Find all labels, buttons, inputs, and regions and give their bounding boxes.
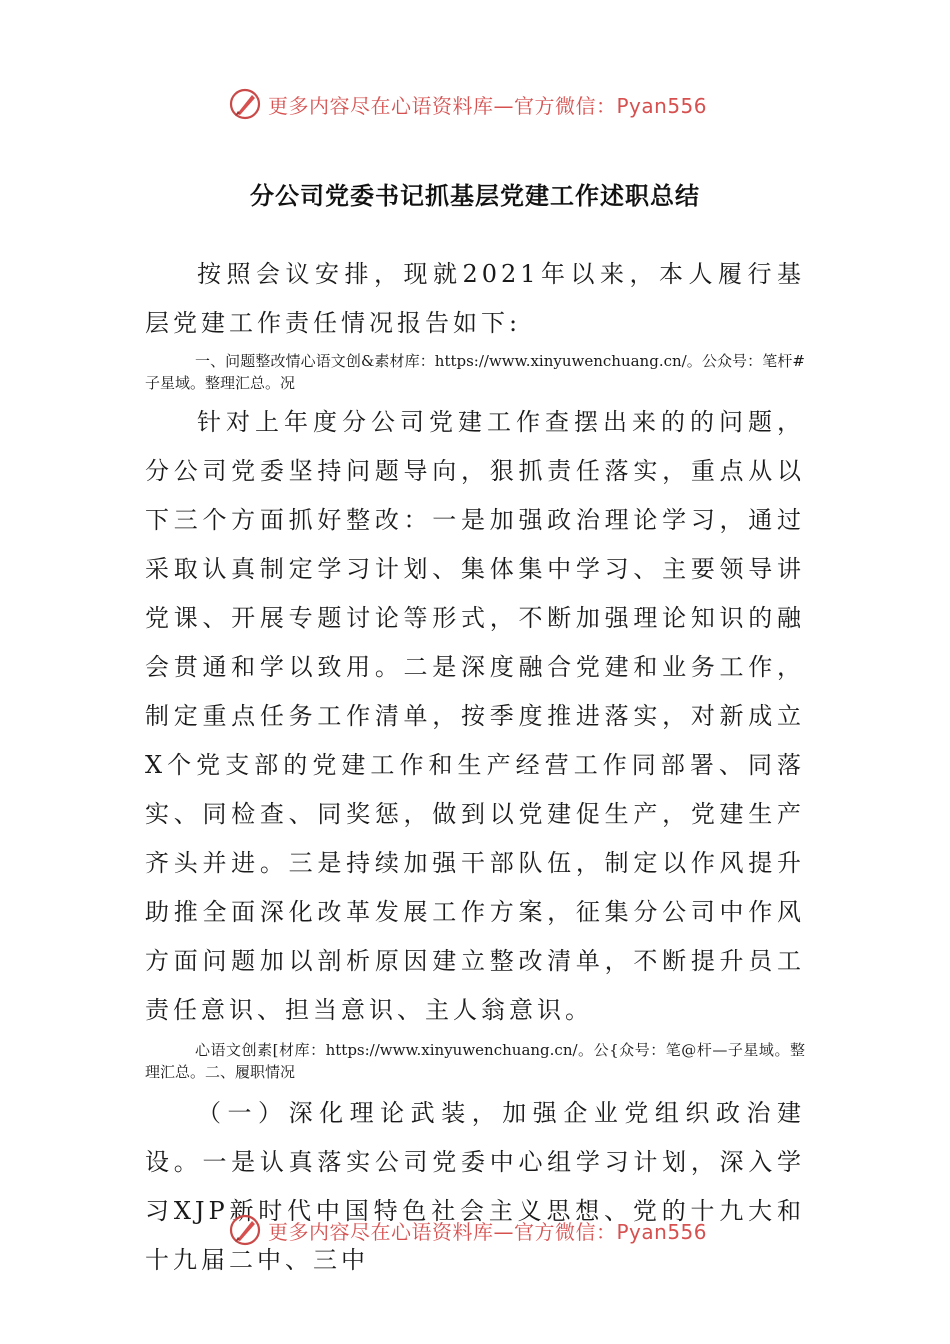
document-title: 分公司党委书记抓基层党建工作述职总结 <box>250 181 700 210</box>
intro-paragraph: 按照会议安排，现就2021年以来，本人履行基层党建工作责任情况报告如下: <box>145 260 805 337</box>
banner-text-bottom: 更多内容尽在心语资料库—官方微信：Pyan556 <box>268 1219 708 1244</box>
document-body <box>145 250 805 1285</box>
footer-watermark-banner <box>228 1210 707 1250</box>
quill-pen-logo-icon <box>228 1213 262 1247</box>
theory-paragraph: （一）深化理论武装，加强企业党组织政治建设。一是认真落实公司党委中心组学习计划，深入学习XJP新时代中国特色社会主义思想、党的十九大和十九届二中、三中 <box>145 1099 805 1274</box>
source-note-1: 一、问题整改情心语文创&素材库：https://www.xinyuwenchuang.cn/。公众号：笔杆#子星域。整理汇总。况 <box>145 352 805 392</box>
rectification-paragraph: 针对上年度分公司党建工作查摆出来的的问题，分公司党委坚持问题导向，狠抓责任落实，重点从以下三个方面抓好整改：一是加强政治理论学习，通过采取认真制定学习计划、集体集中学习、主要领导讲党课、开展专题讨论等形式，不断加强理论知识的融会贯通和学以致用。二是深度融合党建和业务工作，制定重点任务工作清单，按季度推进落实，对新成立X个党支部的党建工作和生产经营工作同部署、同落实、同检查、同奖惩，做到以党建促生产，党建生产齐头并进。三是持续加强干部队伍，制定以作风提升助推全面深化改革发展工作方案，征集分公司中作风方面问题加以剖析原因建立整改清单，不断提升员工责任意识、担当意识、主人翁意识。 <box>145 408 805 1024</box>
banner-text-top: 更多内容尽在心语资料库—官方微信：Pyan556 <box>268 93 708 118</box>
quill-pen-logo-icon <box>228 87 262 121</box>
header-watermark-banner <box>228 84 707 124</box>
source-note-2: 心语文创素[材库：https://www.xinyuwenchuang.cn/。公{众号：笔@杆—子星域。整理汇总。二、履职情况 <box>145 1041 805 1081</box>
